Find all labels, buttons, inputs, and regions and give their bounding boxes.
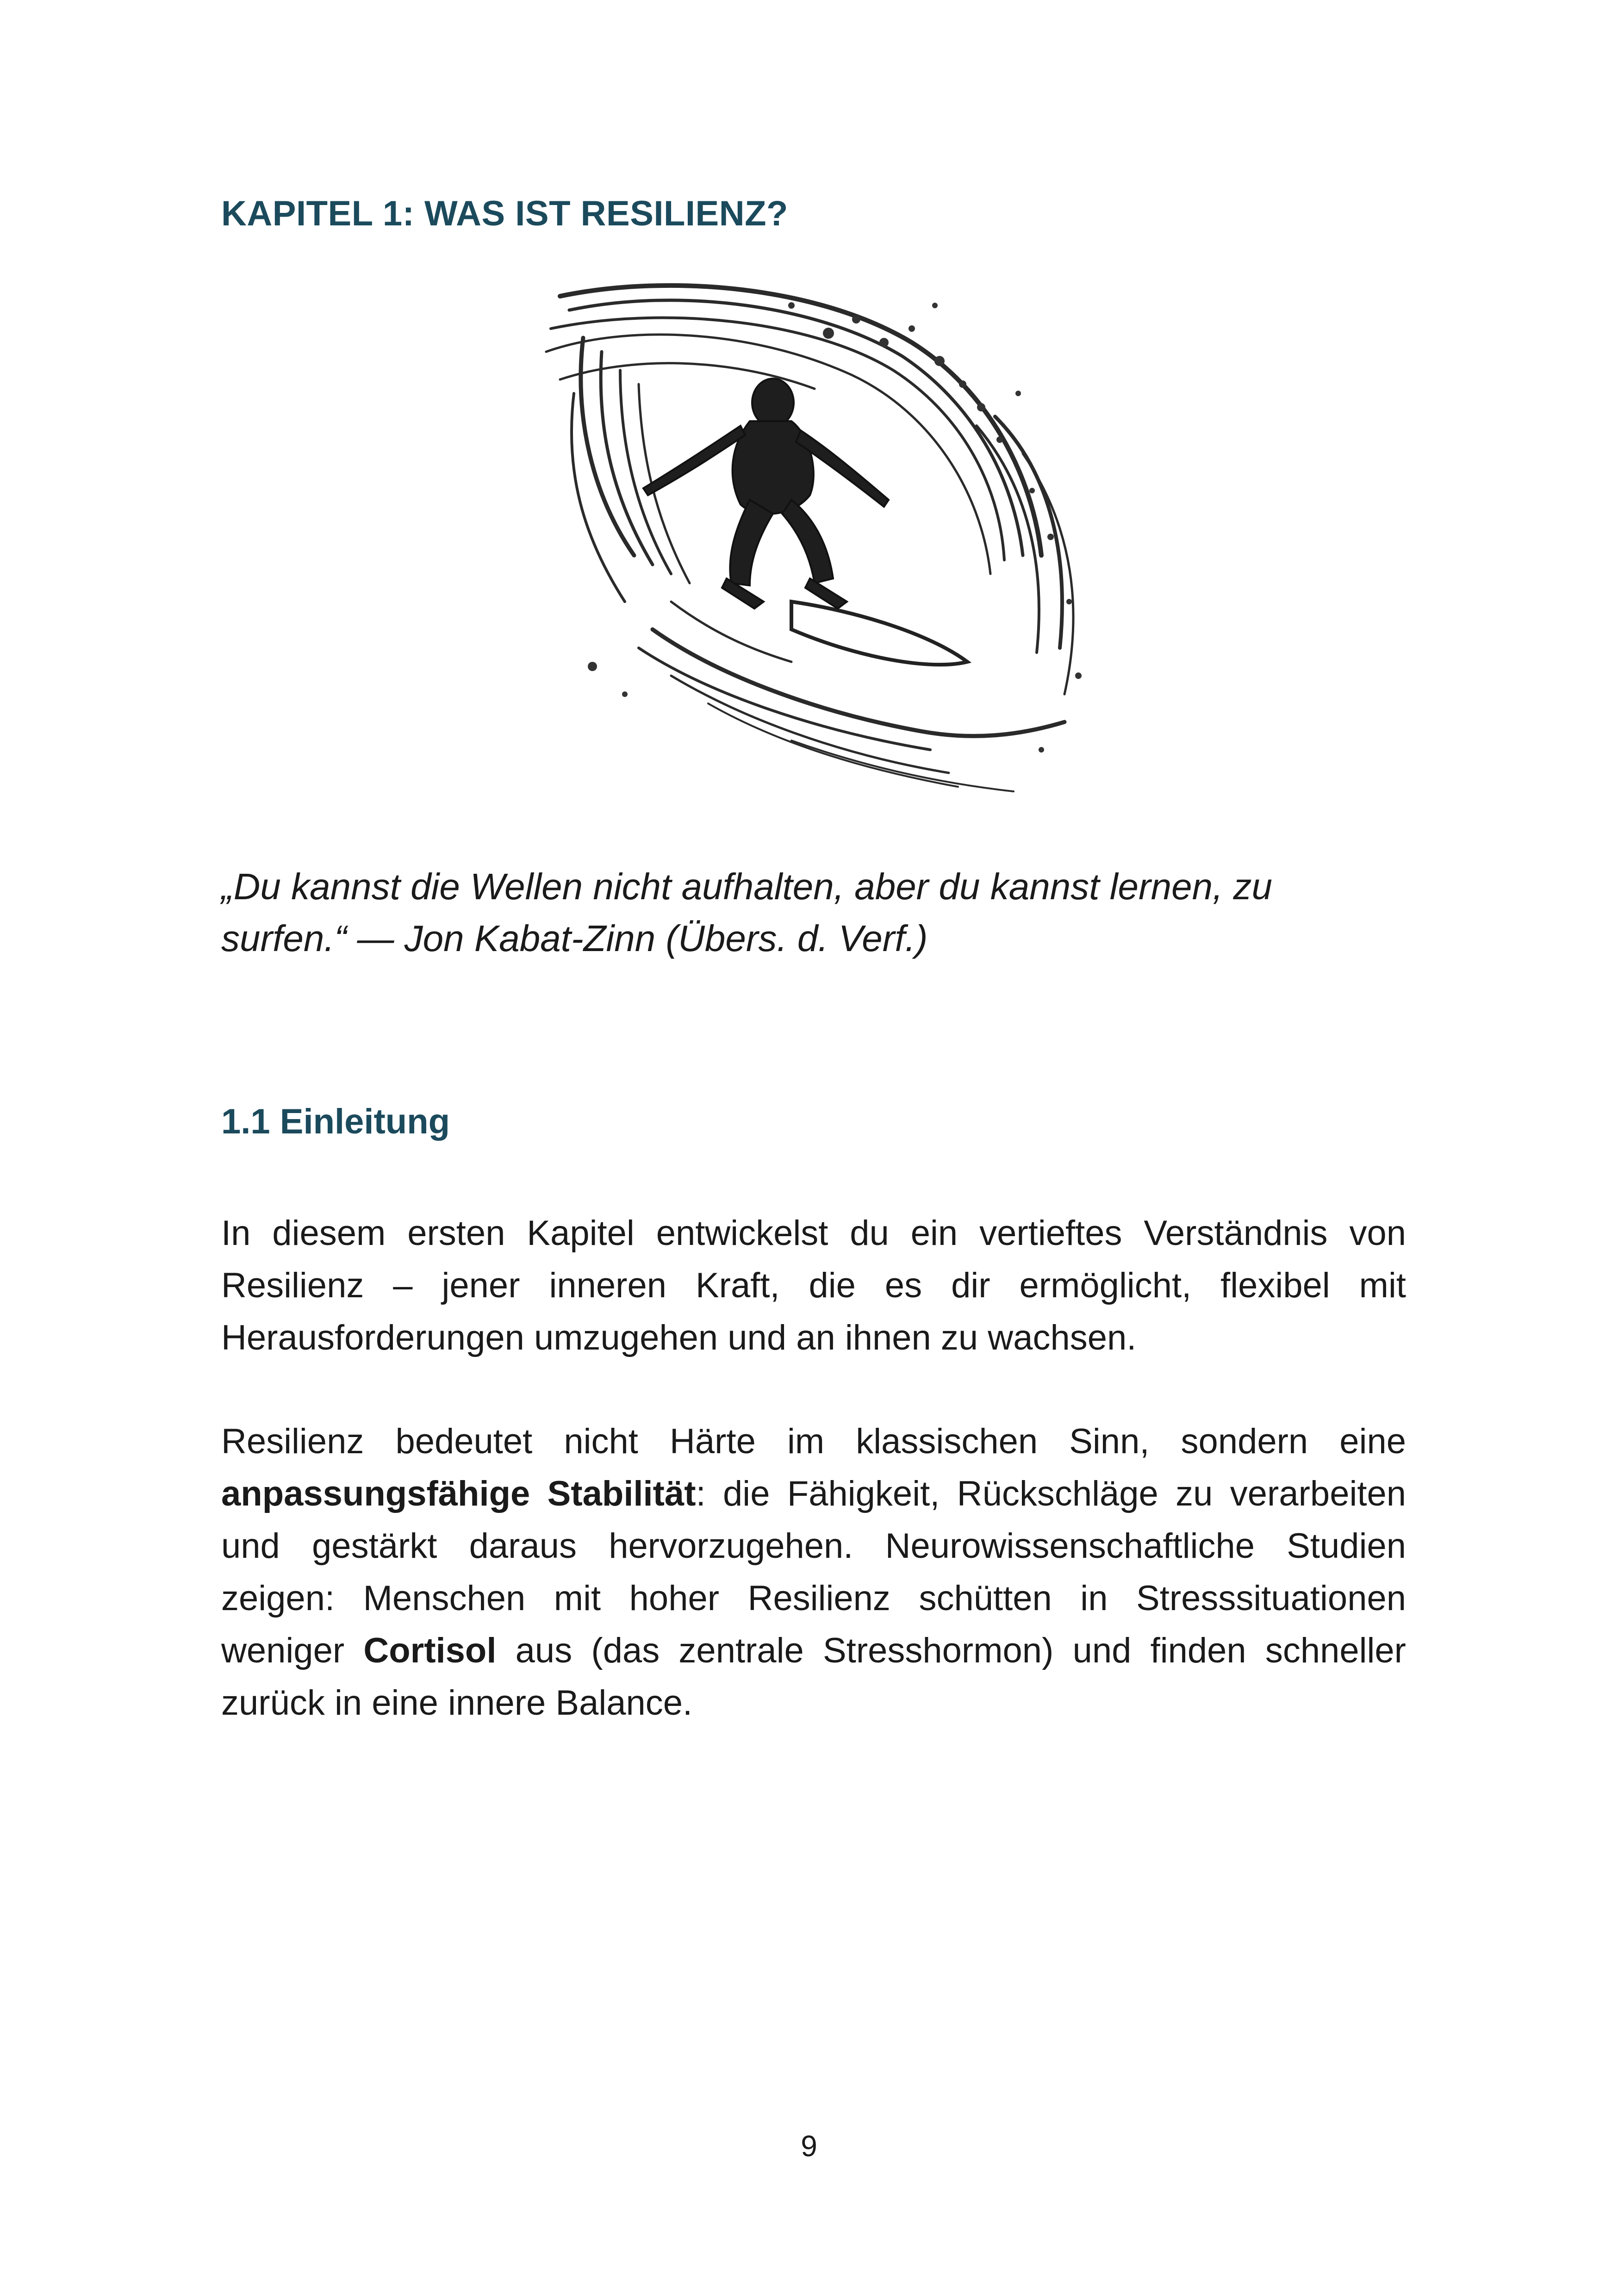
paragraph-text: aus (das zentrale Stresshormon) und finden schneller zurück in eine innere Balance.	[221, 1631, 1406, 1723]
paragraph-definition	[221, 1415, 1406, 1729]
bold-term-cortisol: Cortisol	[363, 1631, 497, 1670]
section-title: 1.1 Einleitung	[221, 1102, 450, 1141]
chapter-title: KAPITEL 1: WAS IST RESILIENZ?	[221, 194, 788, 233]
bold-term-stability: anpassungsfähige Stabilität	[221, 1474, 696, 1513]
paragraph-text: Resilienz bedeutet nicht Härte im klassischen Sinn, sondern eine	[221, 1422, 1406, 1461]
surfer-illustration	[532, 278, 1101, 815]
paragraph-intro: In diesem ersten Kapitel entwickelst du ein vertieftes Verständnis von Resilienz – jener inneren Kraft, die es dir ermöglicht, flexibel mit Herausforderungen umzugehen und an ihnen zu wachsen.	[221, 1213, 1406, 1357]
paragraph-text: : die Fähigkeit, Rückschläge zu verarbeiten und gestärkt daraus hervorzugehen. Neurowissenschaftliche Studien zeigen: Menschen mit hoher Resilienz schütten in Stresssituationen weniger	[221, 1474, 1406, 1670]
surfer-icon	[532, 278, 1101, 815]
page-number: 9	[801, 2129, 817, 2163]
epigraph-quote: „Du kannst die Wellen nicht aufhalten, aber du kannst lernen, zu surfen.“ — Jon Kabat-Zinn (Übers. d. Verf.)	[221, 866, 1273, 959]
